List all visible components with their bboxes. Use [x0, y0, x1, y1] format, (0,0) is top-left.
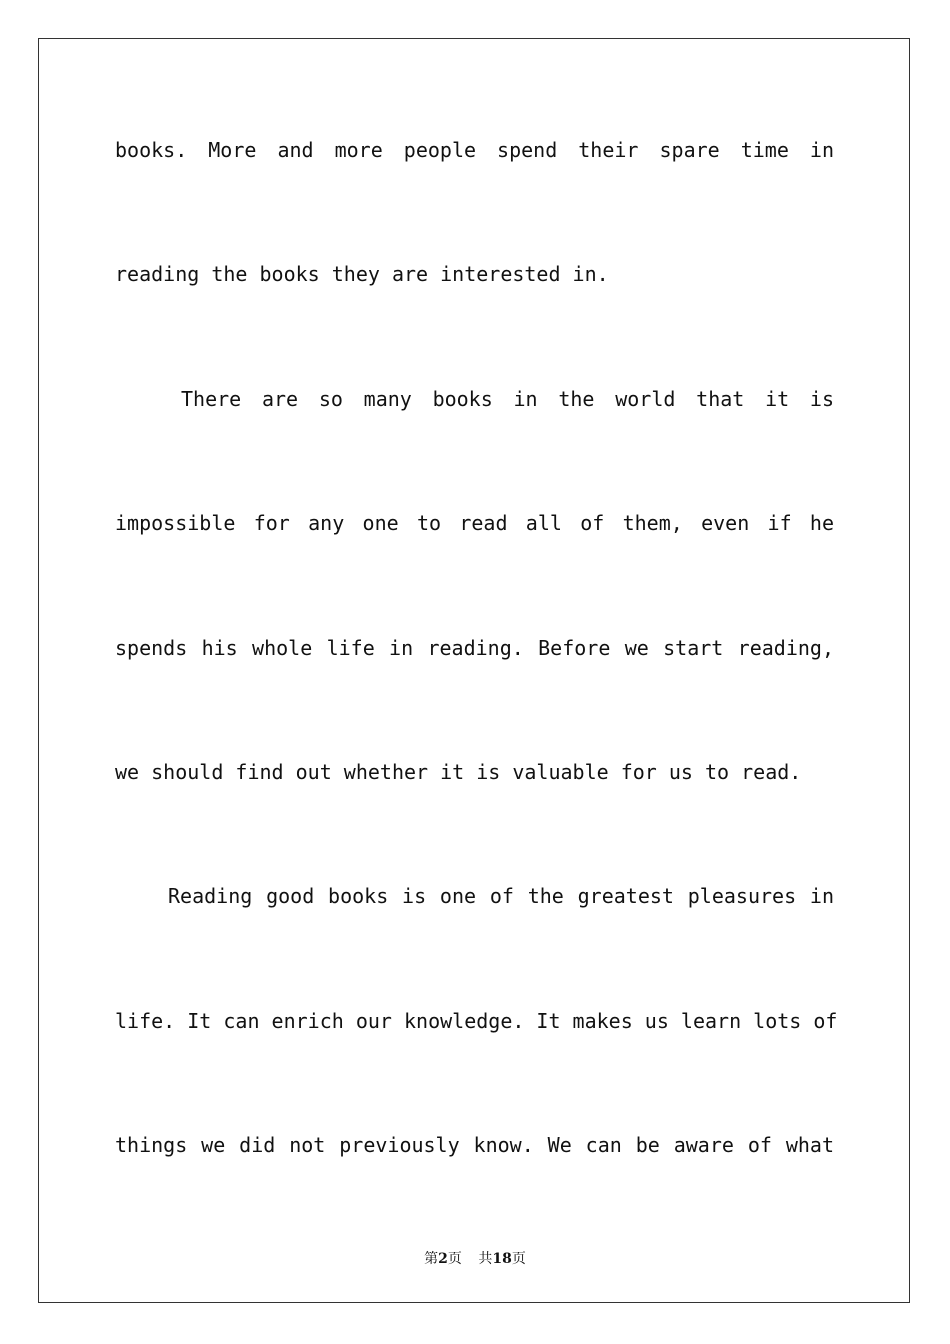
text-line-2: reading the books they are interested in. — [115, 262, 609, 286]
total-pages: 18 — [492, 1251, 512, 1267]
total-indicator — [478, 1251, 525, 1267]
total-prefix: 共 — [478, 1251, 493, 1267]
text-line-5: spends his whole life in reading. Before we start reading, — [115, 636, 834, 660]
page-suffix: 页 — [447, 1251, 462, 1267]
text-line-9: things we did not previously know. We can be aware of what — [115, 1133, 834, 1157]
text-line-6: we should find out whether it is valuable for us to read. — [115, 760, 802, 784]
text-line-1: books. More and more people spend their spare time in — [115, 138, 834, 162]
page-prefix: 第 — [424, 1251, 439, 1267]
page-number: 2 — [438, 1251, 448, 1267]
text-line-4: impossible for any one to read all of them, even if he — [115, 511, 834, 535]
page-frame — [38, 38, 910, 1303]
text-line-8: life. It can enrich our knowledge. It makes us learn lots of — [115, 1009, 838, 1033]
text-line-3: There are so many books in the world that it is — [181, 387, 834, 411]
text-line-7: Reading good books is one of the greatest pleasures in — [168, 884, 834, 908]
page-indicator — [424, 1251, 462, 1267]
total-suffix: 页 — [511, 1251, 526, 1267]
page-footer — [0, 1248, 950, 1268]
